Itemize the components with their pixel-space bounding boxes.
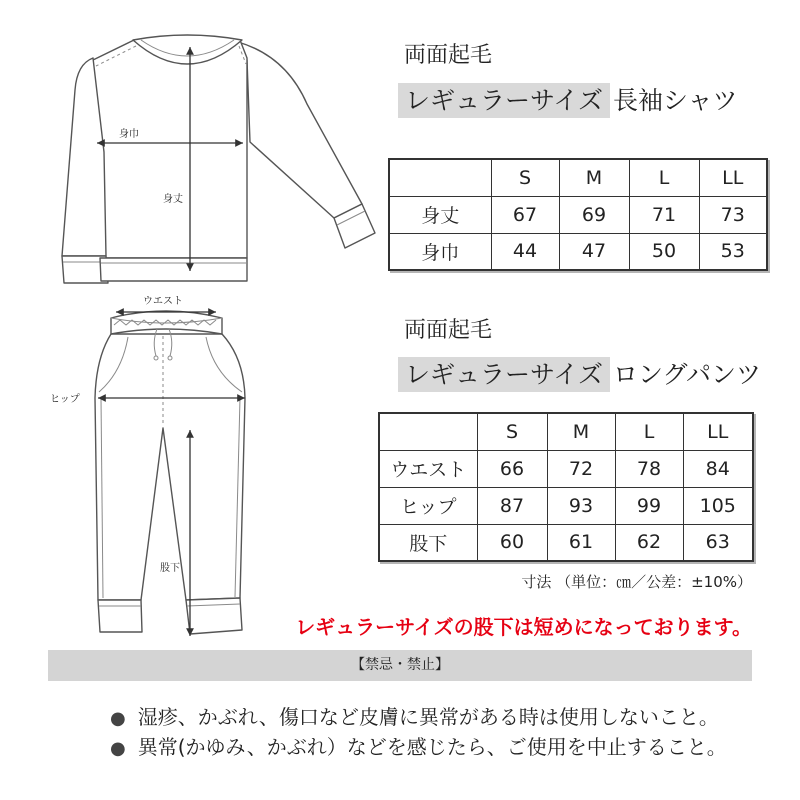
shirt-title [398, 83, 738, 118]
bullet-icon: ● [110, 708, 126, 729]
table-cell: 78 [615, 450, 683, 487]
table-row [389, 233, 767, 270]
pants-diagram [50, 295, 245, 636]
table-cell: 84 [683, 450, 753, 487]
size-header: LL [683, 413, 753, 450]
pants-title [398, 357, 761, 392]
table-row [379, 524, 753, 561]
size-header-row [379, 413, 753, 450]
table-cell: 69 [559, 196, 629, 233]
bullet-icon: ● [110, 738, 126, 759]
garment-diagrams [0, 0, 380, 660]
table-cell: 93 [547, 487, 615, 524]
shirt-size-table [388, 158, 768, 271]
inseam-label: 股下 [160, 563, 180, 574]
left-leg-cuff [98, 600, 142, 632]
table-cell: 105 [683, 487, 753, 524]
shirt-item-name: 長袖シャツ [613, 86, 738, 115]
inseam-notice: レギュラーサイズの股下は短めになっております。 [295, 615, 752, 639]
table-cell: 67 [491, 196, 559, 233]
right-leg-cuff [186, 598, 242, 634]
table-cell: 73 [699, 196, 767, 233]
shirt-body [93, 40, 247, 258]
table-cell: 72 [547, 450, 615, 487]
warnings-heading: 【禁忌・禁止】 [48, 650, 752, 681]
right-sleeve [238, 42, 362, 218]
row-label: 身丈 [389, 196, 491, 233]
size-header: LL [699, 159, 767, 196]
size-header: L [615, 413, 683, 450]
shirt-fabric-tag: 両面起毛 [404, 43, 493, 68]
shirt-size-label: レギュラーサイズ [398, 83, 610, 118]
size-header-row [389, 159, 767, 196]
size-header: M [559, 159, 629, 196]
pants-item-name: ロングパンツ [613, 360, 762, 389]
table-cell: 63 [683, 524, 753, 561]
sweatshirt-diagram [62, 35, 375, 283]
table-cell: 53 [699, 233, 767, 270]
size-header: M [547, 413, 615, 450]
pants-fabric-tag: 両面起毛 [404, 318, 493, 343]
size-header: S [477, 413, 547, 450]
table-cell: 60 [477, 524, 547, 561]
table-row [379, 487, 753, 524]
body-length-label: 身丈 [163, 194, 183, 205]
table-cell: 61 [547, 524, 615, 561]
table-cell: 50 [629, 233, 699, 270]
size-header: L [629, 159, 699, 196]
table-cell: 47 [559, 233, 629, 270]
corner-cell [379, 413, 477, 450]
table-cell: 62 [615, 524, 683, 561]
table-cell: 99 [615, 487, 683, 524]
size-header: S [491, 159, 559, 196]
table-row [389, 196, 767, 233]
table-cell: 87 [477, 487, 547, 524]
warning-item [110, 704, 719, 732]
table-cell: 66 [477, 450, 547, 487]
body-width-label: 身巾 [119, 129, 139, 140]
row-label: ウエスト [379, 450, 477, 487]
pants-size-table [378, 412, 754, 562]
warning-text: 異常(かゆみ、かぶれ）などを感じたら、ご使用を中止すること。 [137, 735, 727, 759]
warning-text: 湿疹、かぶれ、傷口など皮膚に異常がある時は使用しないこと。 [137, 705, 719, 729]
row-label: 股下 [379, 524, 477, 561]
hem-band [100, 258, 247, 281]
measurement-note: 寸法 （単位：㎝／公差：±10%） [521, 573, 752, 591]
warning-item [110, 734, 727, 762]
table-row [379, 450, 753, 487]
table-cell: 71 [629, 196, 699, 233]
pants-size-label: レギュラーサイズ [398, 357, 610, 392]
row-label: 身巾 [389, 233, 491, 270]
table-cell: 44 [491, 233, 559, 270]
corner-cell [389, 159, 491, 196]
waist-label: ウエスト [143, 296, 183, 307]
hip-label: ヒップ [50, 394, 80, 405]
row-label: ヒップ [379, 487, 477, 524]
